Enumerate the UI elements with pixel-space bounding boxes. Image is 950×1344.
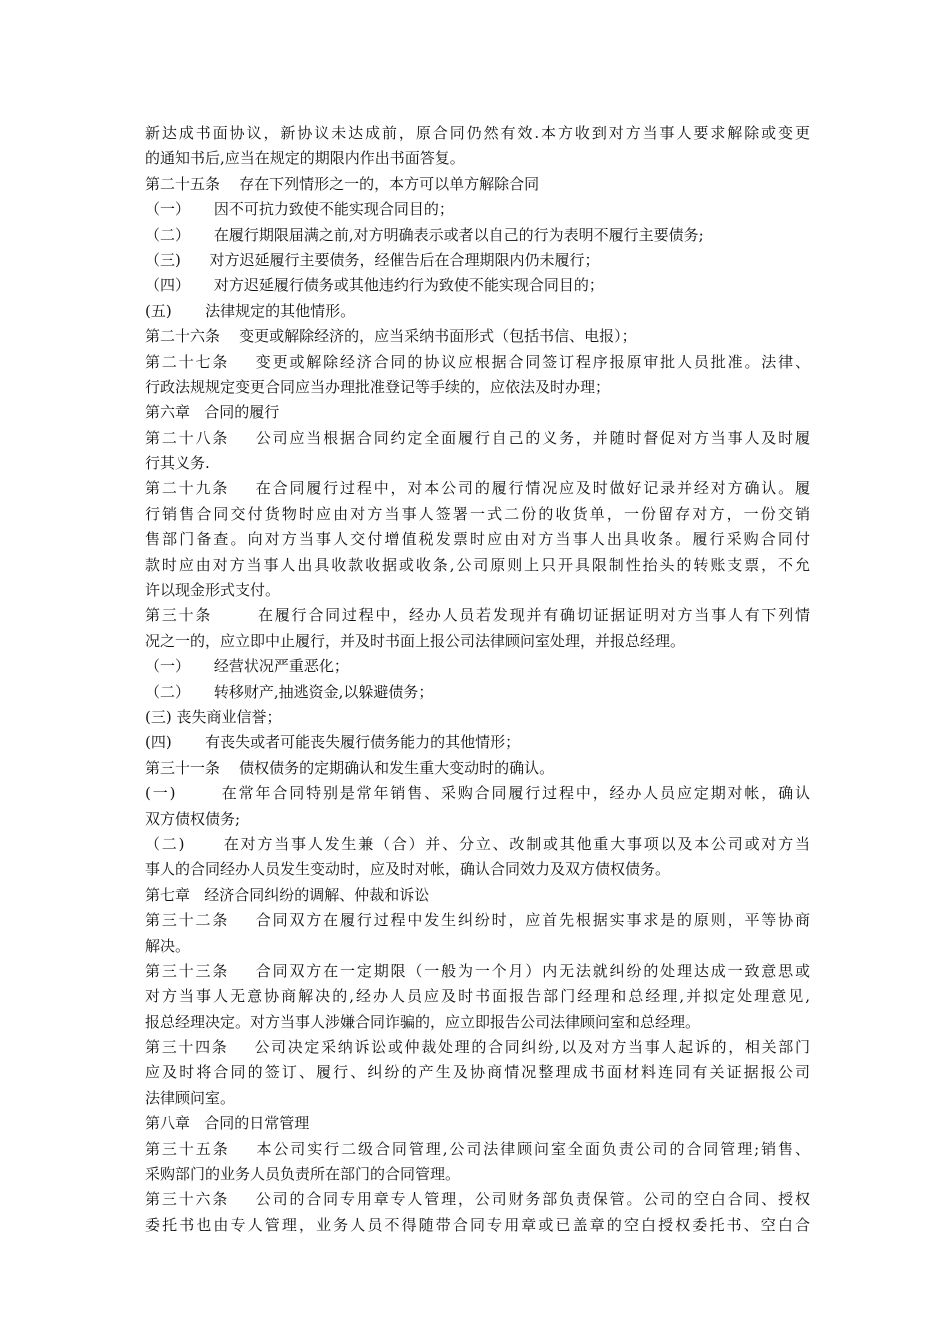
text-line: 售部门备查。向对方当事人交付增值税发票时应由对方当事人出具收条。履行采购合同付 [145, 530, 810, 549]
text-line: 的通知书后,应当在规定的期限内作出书面答复。 [145, 149, 465, 168]
text-line: 第三十四条 公司决定采纳诉讼或仲裁处理的合同纠纷,以及对方当事人起诉的，相关部门 [145, 1038, 810, 1057]
text-line: 第三十三条 合同双方在一定期限（一般为一个月）内无法就纠纷的处理达成一致意思或 [145, 961, 810, 980]
text-line: 行政法规规定变更合同应当办理批准登记等手续的，应依法及时办理； [145, 377, 611, 396]
text-line: 第二十八条 公司应当根据合同约定全面履行自己的义务，并随时督促对方当事人及时履 [145, 428, 810, 447]
text-line: （一） 因不可抗力致使不能实现合同目的； [145, 200, 454, 219]
text-line: 新达成书面协议，新协议未达成前，原合同仍然有效.本方收到对方当事人要求解除或变更 [145, 124, 810, 142]
text-line: 解决。 [145, 936, 191, 955]
text-line: 第三十五条 本公司实行二级合同管理,公司法律顾问室全面负责公司的合同管理;销售、 [145, 1139, 810, 1158]
text-line: 事人的合同经办人员发生变动时，应及时对帐，确认合同效力及双方债权债务。 [145, 860, 671, 879]
text-line: 第三十二条 合同双方在履行过程中发生纠纷时，应首先根据实事求是的原则，平等协商 [145, 911, 810, 930]
text-line: 第二十九条 在合同履行过程中，对本公司的履行情况应及时做好记录并经对方确认。履 [145, 479, 810, 498]
text-line: （二） 在履行期限届满之前,对方明确表示或者以自己的行为表明不履行主要债务; [145, 225, 704, 244]
text-line: 行其义务. [145, 454, 210, 473]
text-line: (五) 法律规定的其他情形。 [145, 301, 356, 320]
text-line: 报总经理决定。对方当事人涉嫌合同诈骗的，应立即报告公司法律顾问室和总经理。 [145, 1012, 701, 1031]
text-line: （四） 对方迟延履行债务或其他违约行为致使不能实现合同目的； [145, 276, 604, 295]
text-line: 行销售合同交付货物时应由对方当事人签署一式二份的收货单，一份留存对方，一份交销 [145, 504, 810, 523]
text-line: 第六章 合同的履行 [145, 403, 280, 422]
text-line: 第三十一条 债权债务的定期确认和发生重大变动时的确认。 [145, 758, 555, 777]
text-line: 况之一的，应立即中止履行，并及时书面上报公司法律顾问室处理，并报总经理。 [145, 631, 686, 650]
document-page [145, 121, 810, 1238]
text-line: 第三十六条 公司的合同专用章专人管理，公司财务部负责保管。公司的空白合同、授权 [145, 1190, 810, 1209]
text-line: 第二十七条 变更或解除经济合同的协议应根据合同签订程序报原审批人员批准。法律、 [145, 352, 810, 371]
text-line: 第二十六条 变更或解除经济的，应当采纳书面形式（包括书信、电报）； [145, 327, 637, 346]
text-line: 第八章 合同的日常管理 [145, 1114, 310, 1133]
text-line: 许以现金形式支付。 [145, 581, 281, 600]
text-line: 采购部门的业务人员负责所在部门的合同管理。 [145, 1165, 461, 1184]
text-line: 第三十条 在履行合同过程中，经办人员若发现并有确切证据证明对方当事人有下列情 [145, 606, 810, 625]
text-line: （二） 转移财产,抽逃资金,以躲避债务； [145, 682, 434, 701]
text-line: (四) 有丧失或者可能丧失履行债务能力的其他情形； [145, 733, 521, 752]
text-line: （一） 经营状况严重恶化； [145, 657, 349, 676]
text-line: 应及时将合同的签订、履行、纠纷的产生及协商情况整理成书面材料连同有关证据报公司 [145, 1063, 810, 1082]
text-line: 第七章 经济合同纠纷的调解、仲裁和诉讼 [145, 885, 430, 904]
text-line: 双方债权债务; [145, 809, 241, 828]
text-line: (三) 丧失商业信誉； [145, 707, 282, 726]
text-line: （三) 对方迟延履行主要债务，经催告后在合理期限内仍未履行； [145, 250, 600, 269]
text-line: (一) 在常年合同特别是常年销售、采购合同履行过程中，经办人员应定期对帐，确认 [145, 784, 810, 803]
text-line: 第二十五条 存在下列情形之一的，本方可以单方解除合同 [145, 174, 540, 193]
text-line: 对方当事人无意协商解决的,经办人员应及时书面报告部门经理和总经理,并拟定处理意见, [145, 987, 810, 1006]
text-line: 款时应由对方当事人出具收款收据或收条,公司原则上只开具限制性抬头的转账支票，不允 [145, 555, 810, 574]
text-line: 法律顾问室。 [145, 1088, 236, 1107]
text-line: 委托书也由专人管理，业务人员不得随带合同专用章或已盖章的空白授权委托书、空白合 [145, 1215, 810, 1234]
text-line: （二) 在对方当事人发生兼（合）并、分立、改制或其他重大事项以及本公司或对方当 [145, 834, 810, 853]
